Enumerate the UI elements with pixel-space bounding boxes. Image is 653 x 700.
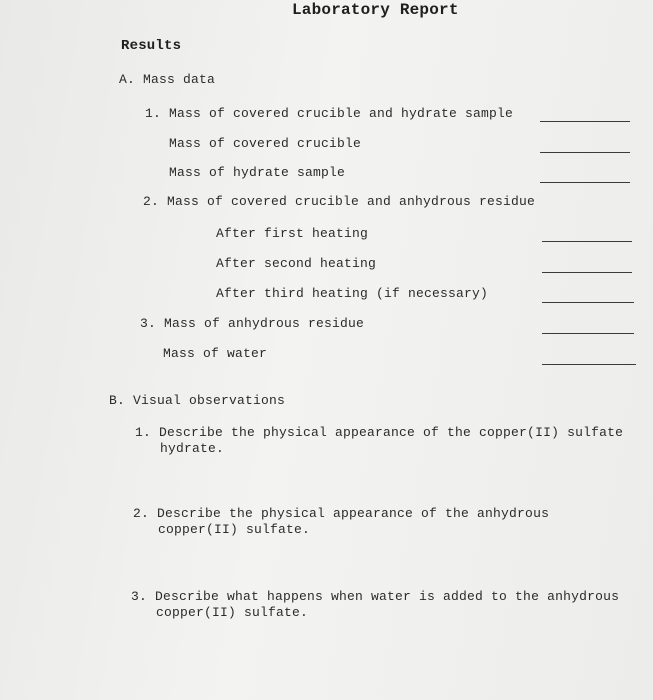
answer-line-1a[interactable] <box>540 152 630 153</box>
visual-observations-heading: B. Visual observations <box>109 393 286 408</box>
answer-line-2b[interactable] <box>542 272 632 273</box>
item-2-sub-second: After second heating <box>216 256 377 271</box>
item-1-sub-crucible: Mass of covered crucible <box>169 136 362 151</box>
answer-line-3a[interactable] <box>542 364 636 365</box>
answer-line-2a[interactable] <box>542 241 632 242</box>
answer-line-1[interactable] <box>540 121 630 122</box>
item-3-label: 3. Mass of anhydrous residue <box>140 316 365 331</box>
results-heading: Results <box>121 38 182 54</box>
item-2-sub-first: After first heating <box>216 226 369 241</box>
question-1-line-1: 1. Describe the physical appearance of the copper(II) sulfate <box>135 425 624 440</box>
question-2-line-2: copper(II) sulfate. <box>158 522 311 537</box>
question-1-line-2: hydrate. <box>160 441 225 456</box>
mass-data-heading: A. Mass data <box>119 72 216 87</box>
item-1-label: 1. Mass of covered crucible and hydrate sample <box>145 106 514 121</box>
item-2-label: 2. Mass of covered crucible and anhydrous residue <box>143 194 536 209</box>
page-title: Laboratory Report <box>292 1 459 19</box>
question-3-line-1: 3. Describe what happens when water is added to the anhydrous <box>131 589 620 604</box>
answer-line-3[interactable] <box>542 333 634 334</box>
answer-line-1b[interactable] <box>540 182 630 183</box>
item-1-sub-hydrate: Mass of hydrate sample <box>169 165 346 180</box>
question-3-line-2: copper(II) sulfate. <box>156 605 309 620</box>
answer-line-2c[interactable] <box>542 302 634 303</box>
item-3-sub-water: Mass of water <box>163 346 268 361</box>
question-2-line-1: 2. Describe the physical appearance of the anhydrous <box>133 506 550 521</box>
item-2-sub-third: After third heating (if necessary) <box>216 286 489 301</box>
